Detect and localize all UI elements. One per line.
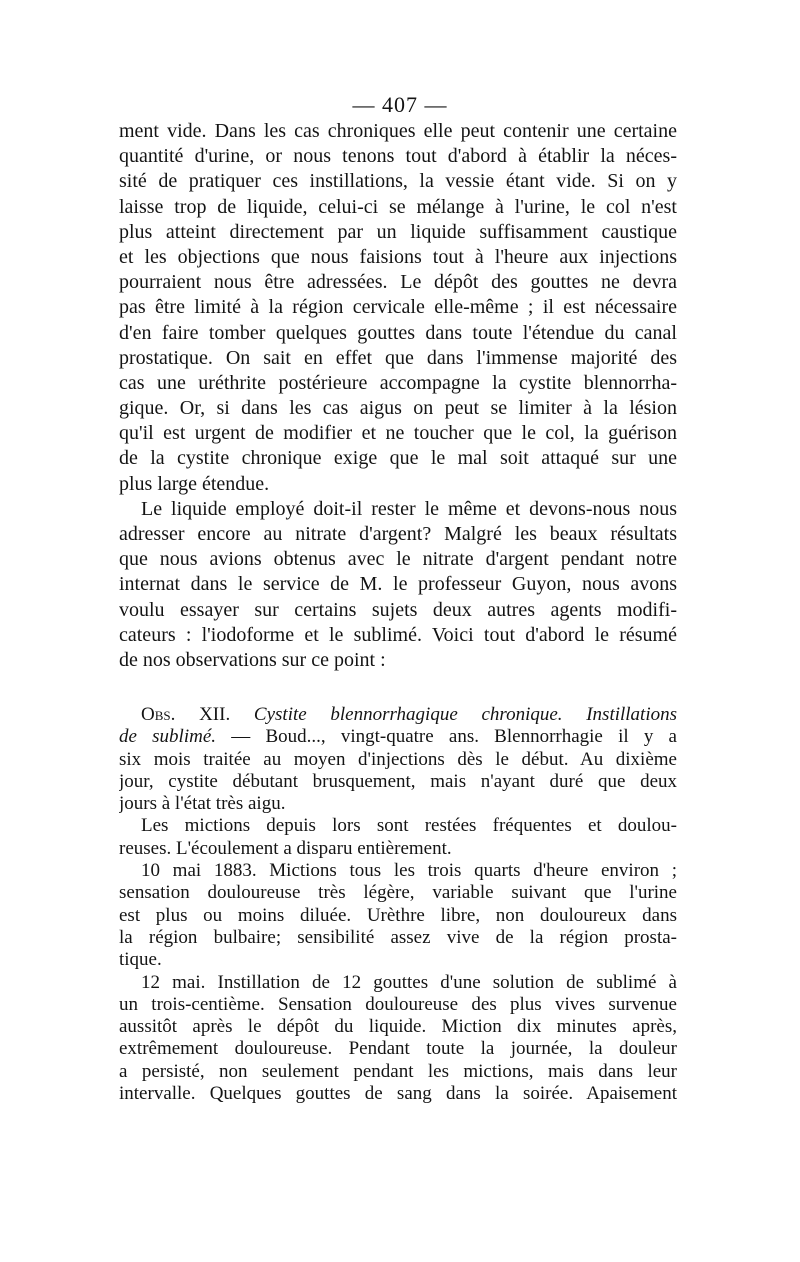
text-line: aussitôt après le dépôt du liquide. Miction dix minutes après, xyxy=(119,1016,677,1038)
obs-label: Obs. xyxy=(141,704,176,725)
text-line: quantité d'urine, or nous tenons tout d'abord à établir la néces- xyxy=(119,145,677,168)
text-line: prostatique. On sait en effet que dans l'immense majorité des xyxy=(119,346,677,369)
observation-heading xyxy=(119,704,677,726)
text-line: et les objections que nous faisions tout à l'heure aux injections xyxy=(119,245,677,268)
text-line: sensation douloureuse très légère, variable suivant que l'urine xyxy=(119,882,677,904)
text-line: Les mictions depuis lors sont restées fréquentes et doulou- xyxy=(141,815,677,837)
text-line: plus large étendue. xyxy=(119,472,270,495)
text-line: de la cystite chronique exige que le mal soit attaqué sur une xyxy=(119,447,677,470)
obs-number: XII. xyxy=(199,704,231,725)
text-line: Le liquide employé doit-il rester le même et devons-nous nous xyxy=(141,497,677,520)
text-line: un trois-centième. Sensation douloureuse des plus vives survenue xyxy=(119,993,677,1015)
text-line: sité de pratiquer ces instillations, la vessie étant vide. Si on y xyxy=(119,170,677,193)
text-line: pas être limité à la région cervicale elle-même ; il est nécessaire xyxy=(119,296,677,319)
text-line: la région bulbaire; sensibilité assez vive de la région prosta- xyxy=(119,926,677,948)
text-line: tique. xyxy=(119,949,162,971)
text-line: six mois traitée au moyen d'injections dès le début. Au dixième xyxy=(119,748,677,770)
obs-title: Cystite blennorrhagique chronique. Instillations xyxy=(253,704,677,725)
observation-block xyxy=(119,704,677,1105)
text-line: qu'il est urgent de modifier et ne toucher que le col, la guérison xyxy=(119,422,677,445)
text-line xyxy=(119,726,677,748)
text-line: de nos observations sur ce point : xyxy=(119,648,386,671)
text-line: voulu essayer sur certains sujets deux autres agents modifi- xyxy=(119,598,677,621)
text-line: ment vide. Dans les cas chroniques elle peut contenir une certaine xyxy=(119,120,677,142)
text-line: plus atteint directement par un liquide suffisamment caustique xyxy=(119,220,677,243)
text-line: laisse trop de liquide, celui-ci se mélange à l'urine, le col n'est xyxy=(119,195,677,218)
text-line: cas une uréthrite postérieure accompagne la cystite blennorrha- xyxy=(119,371,677,394)
text-line: extrêmement douloureuse. Pendant toute la journée, la douleur xyxy=(119,1038,677,1060)
text-line: gique. Or, si dans les cas aigus on peut se limiter à la lésion xyxy=(119,397,677,420)
text-line: jours à l'état très aigu. xyxy=(119,793,286,815)
text-line: 10 mai 1883. Mictions tous les trois quarts d'heure environ ; xyxy=(141,860,677,882)
text-line: intervalle. Quelques gouttes de sang dans la soirée. Apaisement xyxy=(119,1083,677,1105)
text-line: adresser encore au nitrate d'argent? Malgré les beaux résultats xyxy=(119,523,677,545)
text-line: que nous avions obtenus avec le nitrate d'argent pendant notre xyxy=(119,548,677,571)
text-line: est plus ou moins diluée. Urèthre libre, non douloureux dans xyxy=(119,904,677,926)
text-line: pourraient nous être adressées. Le dépôt des gouttes ne devra xyxy=(119,271,677,294)
text-line: jour, cystite débutant brusquement, mais n'ayant duré que deux xyxy=(119,770,677,792)
text-line: internat dans le service de M. le professeur Guyon, nous avons xyxy=(119,573,677,596)
text-line: 12 mai. Instillation de 12 gouttes d'une solution de sublimé à xyxy=(141,971,677,993)
text-line: reuses. L'écoulement a disparu entièrement. xyxy=(119,837,452,859)
text-line: cateurs : l'iodoforme et le sublimé. Voici tout d'abord le résumé xyxy=(119,623,677,646)
text-line: a persisté, non seulement pendant les mictions, mais dans leur xyxy=(119,1060,677,1082)
body-text xyxy=(119,119,677,673)
text-line: d'en faire tomber quelques gouttes dans toute l'étendue du canal xyxy=(119,321,677,344)
obs-intro: — Boud..., vingt-quatre ans. Blennorrhagie il y a xyxy=(216,726,677,748)
obs-title-end: de sublimé. xyxy=(119,726,217,748)
page-number: — 407 — xyxy=(352,92,448,117)
